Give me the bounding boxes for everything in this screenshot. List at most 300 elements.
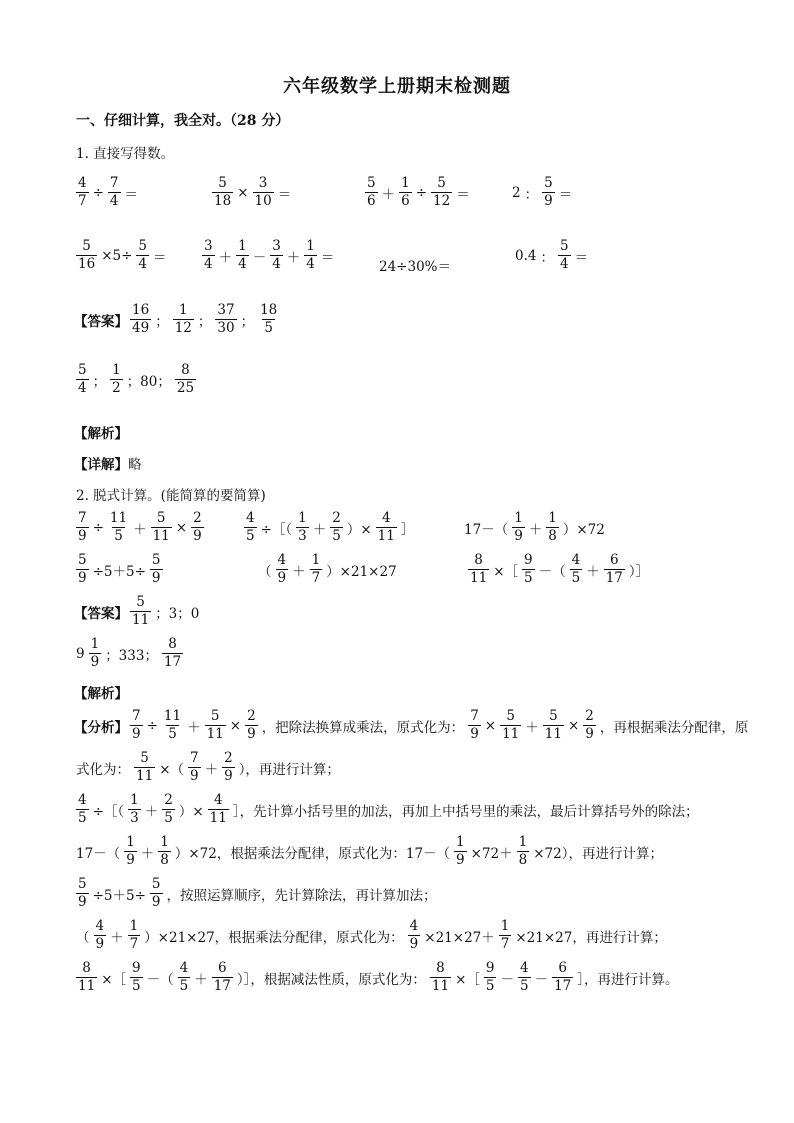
denominator: 9 — [544, 193, 553, 209]
q2-item-d — [74, 552, 165, 587]
numerator: 1 — [311, 552, 321, 568]
operator: ×72＋ — [470, 845, 513, 862]
denominator: 5 — [132, 978, 141, 994]
numerator: 6 — [558, 960, 567, 976]
fraction — [468, 708, 481, 743]
numerator: 5 — [506, 708, 515, 724]
numerator: 5 — [151, 876, 161, 892]
fraction — [205, 708, 226, 743]
operator: ］，先计算小括号里的加法，再加上中括号里的乘法，最后计算括号外的除法； — [232, 803, 699, 820]
numerator: 5 — [78, 362, 87, 378]
denominator: 9 — [277, 570, 287, 586]
denominator: 5 — [571, 570, 581, 586]
fraction — [215, 302, 236, 337]
denominator: 9 — [470, 726, 479, 742]
operator: ，把除法换算成乘法，原式化为： — [261, 719, 465, 736]
denominator: 9 — [193, 528, 202, 544]
detail-line — [74, 453, 142, 473]
denominator: 7 — [500, 936, 510, 952]
operator: －（ — [538, 563, 566, 580]
denominator: 49 — [132, 320, 150, 336]
fraction — [130, 960, 143, 995]
detail-label: 【详解】 — [74, 457, 128, 473]
denominator: 9 — [190, 768, 199, 784]
numerator: 1 — [178, 302, 188, 318]
operator: ×（ — [159, 761, 184, 778]
fraction — [244, 510, 257, 545]
denominator: 11 — [152, 528, 170, 544]
q2-answers-values — [128, 594, 201, 629]
math-text: 0.4 — [515, 247, 537, 264]
fraction — [212, 960, 233, 995]
denominator: 9 — [247, 726, 256, 742]
numerator: 2 — [164, 792, 173, 808]
denominator: 4 — [109, 193, 119, 209]
denominator: 5 — [519, 978, 529, 994]
numerator: 7 — [109, 175, 119, 191]
operator: ÷ — [92, 184, 104, 201]
numerator: 8 — [168, 636, 177, 652]
fraction — [543, 708, 564, 743]
fraction — [110, 362, 123, 397]
math-text: 9 — [76, 645, 85, 662]
fraction — [253, 175, 274, 210]
operator: － — [252, 249, 267, 266]
operator: ）］，根据减法性质，原式化为： — [236, 971, 426, 988]
q2-item-a — [74, 510, 206, 545]
numerator: 7 — [190, 750, 199, 766]
numerator: 2 — [224, 750, 233, 766]
operator: ，再根据乘法分配律，原 — [599, 719, 749, 736]
denominator: 7 — [78, 193, 87, 209]
question-1-title: 1. 直接写得数。 — [76, 146, 175, 162]
analysis-line-3 — [74, 792, 701, 827]
operator: ÷［（ — [260, 521, 293, 538]
fraction — [136, 238, 149, 273]
operator: ×［ — [493, 563, 518, 580]
denominator: 25 — [176, 380, 195, 396]
numerator: 5 — [156, 510, 166, 526]
analysis-line-4 — [74, 834, 665, 869]
operator: ，按照运算顺序，先计算除法，再计算加法； — [166, 887, 437, 904]
fraction — [330, 510, 343, 545]
denominator: 4 — [272, 256, 281, 272]
fraction — [134, 750, 155, 785]
q1-item-g — [377, 255, 453, 275]
numerator: 4 — [78, 792, 87, 808]
q1-item-d — [510, 175, 574, 210]
denominator: 4 — [559, 256, 569, 272]
question-2-title: 2. 脱式计算。(能简算的要简算) — [76, 488, 266, 504]
operator: ＋ — [528, 521, 543, 538]
denominator: 4 — [306, 256, 315, 272]
operator: ； — [155, 313, 169, 330]
operator: ； — [197, 313, 212, 330]
operator: ×72），再进行计算； — [533, 845, 663, 862]
operator: ）×72，根据乘法分配律，原式化为：17－（ — [174, 845, 451, 862]
fraction — [570, 552, 583, 587]
operator: ＝ — [124, 186, 138, 203]
denominator: 4 — [238, 256, 247, 272]
numerator: 6 — [217, 960, 227, 976]
numerator: 3 — [204, 238, 213, 254]
math-text: 17－（ — [76, 845, 121, 862]
numerator: 1 — [518, 834, 528, 850]
fraction — [542, 175, 555, 210]
operator: ）×21×27 — [326, 563, 397, 580]
math-text: 24÷30%＝ — [379, 259, 451, 275]
analysis-label: 【解析】 — [74, 426, 128, 442]
fraction — [158, 834, 171, 869]
numerator: 5 — [210, 708, 220, 724]
numerator: 2 — [247, 708, 256, 724]
numerator: 1 — [126, 834, 135, 850]
numerator: 1 — [129, 918, 139, 934]
fraction — [76, 175, 89, 210]
numerator: 1 — [298, 510, 307, 526]
denominator: 9 — [224, 768, 233, 784]
denominator: 5 — [179, 978, 189, 994]
math-text: 式化为： — [76, 761, 130, 778]
numerator: 5 — [78, 876, 87, 892]
operator: × — [567, 717, 580, 734]
operator: ＝ — [277, 186, 292, 203]
fraction — [128, 918, 141, 953]
numerator: 1 — [90, 636, 100, 652]
operator: ×［ — [101, 971, 126, 988]
denominator: 18 — [214, 193, 232, 209]
numerator: 4 — [409, 918, 419, 934]
operator: ＋ — [292, 563, 306, 580]
operator: ＋ — [218, 249, 233, 266]
math-text: （ — [258, 563, 272, 580]
fraction — [94, 918, 107, 953]
operator: － — [534, 971, 549, 988]
numerator: 5 — [549, 708, 558, 724]
denominator: 4 — [138, 256, 147, 272]
operator: ＋ — [381, 186, 396, 203]
denominator: 17 — [213, 978, 231, 994]
fraction — [604, 552, 625, 587]
operator: ÷5＋5÷ — [92, 887, 146, 904]
section-heading: 一、仔细计算，我全对。（28 分） — [76, 113, 290, 129]
fraction — [500, 708, 521, 743]
analysis-line-6 — [74, 918, 669, 953]
operator: ；3；0 — [155, 605, 200, 622]
fraction — [408, 918, 421, 953]
numerator: 1 — [112, 362, 121, 378]
numerator: 1 — [130, 792, 139, 808]
fraction — [76, 960, 97, 995]
numerator: 9 — [485, 960, 495, 976]
operator: × — [237, 184, 249, 201]
operator: ＋ — [194, 971, 208, 988]
numerator: 1 — [548, 510, 557, 526]
denominator: 11 — [502, 726, 520, 742]
fraction — [546, 510, 559, 545]
numerator: 7 — [78, 510, 87, 526]
operator: × — [229, 717, 242, 734]
denominator: 17 — [163, 654, 182, 670]
q2-item-f — [466, 552, 651, 587]
numerator: 5 — [138, 238, 147, 254]
numerator: 2 — [332, 510, 341, 526]
denominator: 9 — [95, 936, 105, 952]
numerator: 5 — [218, 175, 227, 191]
numerator: 4 — [95, 918, 105, 934]
denominator: 9 — [78, 570, 87, 586]
denominator: 9 — [132, 726, 141, 742]
denominator: 11 — [209, 810, 227, 826]
fraction — [130, 302, 151, 337]
numerator: 7 — [470, 708, 479, 724]
operator: － — [500, 971, 514, 988]
denominator: 11 — [136, 768, 154, 784]
fraction — [89, 636, 102, 671]
fraction — [276, 552, 289, 587]
denominator: 11 — [431, 978, 450, 994]
fraction — [236, 238, 249, 273]
numerator: 37 — [217, 302, 235, 318]
operator: ×21×27，再进行计算； — [515, 929, 667, 946]
denominator: 12 — [174, 320, 192, 336]
denominator: 6 — [401, 193, 410, 209]
numerator: 1 — [456, 834, 465, 850]
denominator: 11 — [377, 528, 395, 544]
operator: ÷［（ — [92, 803, 125, 820]
operator: ： — [524, 186, 539, 203]
fraction — [130, 594, 151, 629]
numerator: 1 — [306, 238, 315, 254]
operator: ×5÷ — [101, 247, 133, 264]
q1-answers-values — [128, 302, 281, 337]
denominator: 3 — [130, 810, 139, 826]
denominator: 11 — [132, 612, 150, 628]
fraction — [517, 834, 530, 869]
operator: ＋ — [133, 521, 147, 538]
denominator: 17 — [605, 570, 623, 586]
numerator: 4 — [179, 960, 189, 976]
analysis-line-1-body — [128, 708, 750, 743]
operator: ＝ — [574, 249, 589, 266]
q1-item-c — [363, 175, 472, 210]
denominator: 4 — [204, 256, 213, 272]
operator: ），再进行计算； — [238, 761, 340, 778]
numerator: 11 — [163, 708, 182, 724]
detail-text: 略 — [128, 457, 142, 473]
denominator: 16 — [78, 256, 96, 272]
denominator: 12 — [433, 193, 451, 209]
fraction — [258, 302, 279, 337]
numerator: 8 — [181, 362, 190, 378]
q2-item-e — [256, 552, 399, 587]
math-text: 2 — [512, 184, 521, 201]
numerator: 1 — [160, 834, 169, 850]
fraction — [108, 175, 121, 210]
denominator: 10 — [254, 193, 272, 209]
numerator: 5 — [437, 175, 446, 191]
q1-item-f — [200, 238, 336, 273]
q1-item-h — [513, 238, 590, 273]
denominator: 8 — [548, 528, 557, 544]
operator: ］，再进行计算。 — [577, 971, 679, 988]
denominator: 11 — [206, 726, 224, 742]
fraction — [76, 876, 89, 911]
numerator: 5 — [559, 238, 569, 254]
fraction — [150, 552, 163, 587]
numerator: 4 — [571, 552, 581, 568]
denominator: 11 — [78, 978, 96, 994]
operator: ；333； — [105, 647, 158, 664]
denominator: 5 — [264, 320, 273, 336]
page-title: 六年级数学上册期末检测题 — [283, 76, 511, 97]
denominator: 9 — [151, 894, 161, 910]
numerator: 5 — [367, 175, 376, 191]
denominator: 5 — [114, 528, 123, 544]
denominator: 9 — [514, 528, 523, 544]
operator: ＋ — [312, 521, 327, 538]
fraction — [270, 238, 283, 273]
denominator: 8 — [518, 852, 528, 868]
fraction — [173, 302, 194, 337]
fraction — [552, 960, 573, 995]
q1-item-e — [74, 238, 169, 273]
operator: ＝ — [456, 186, 470, 203]
fraction — [431, 175, 452, 210]
denominator: 2 — [112, 380, 121, 396]
denominator: 7 — [129, 936, 139, 952]
denominator: 11 — [470, 570, 488, 586]
denominator: 5 — [168, 726, 177, 742]
fraction — [162, 708, 183, 743]
fraction — [558, 238, 571, 273]
fraction — [162, 636, 183, 671]
numerator: 4 — [381, 510, 391, 526]
operator: ＋ — [286, 249, 301, 266]
fraction — [518, 960, 531, 995]
math-text: （ — [76, 929, 90, 946]
fraction — [76, 552, 89, 587]
fraction — [151, 510, 172, 545]
q1-item-a — [74, 175, 140, 210]
denominator: 9 — [90, 654, 100, 670]
denominator: 5 — [164, 810, 173, 826]
numerator: 6 — [609, 552, 619, 568]
denominator: 9 — [78, 894, 87, 910]
operator: ＝ — [558, 186, 573, 203]
operator: ＋ — [525, 719, 539, 736]
numerator: 5 — [78, 552, 87, 568]
fraction — [376, 510, 397, 545]
q1-item-b — [210, 175, 293, 210]
denominator: 7 — [311, 570, 321, 586]
fraction — [128, 792, 141, 827]
fraction — [162, 792, 175, 827]
numerator: 8 — [436, 960, 445, 976]
analysis-label-2: 【解析】 — [74, 686, 128, 702]
fraction — [130, 708, 143, 743]
fraction — [76, 510, 89, 545]
operator: × — [175, 519, 188, 536]
denominator: 5 — [246, 528, 255, 544]
operator: －（ — [146, 971, 174, 988]
fenxi-label: 【分析】 — [74, 719, 128, 736]
q1-answers-row2 — [74, 362, 198, 397]
operator: ；80； — [126, 373, 171, 390]
operator: ＋ — [110, 929, 124, 946]
numerator: 9 — [132, 960, 141, 976]
fraction — [304, 238, 317, 273]
denominator: 9 — [151, 570, 161, 586]
denominator: 9 — [585, 726, 594, 742]
fraction — [468, 552, 489, 587]
fraction — [208, 792, 229, 827]
denominator: 6 — [367, 193, 376, 209]
numerator: 3 — [272, 238, 281, 254]
fraction — [310, 552, 323, 587]
operator: ÷5＋5÷ — [92, 563, 146, 580]
numerator: 4 — [213, 792, 223, 808]
operator: ）× — [346, 521, 372, 538]
analysis-line-5 — [74, 876, 439, 911]
fraction — [76, 238, 97, 273]
operator: ＋ — [144, 803, 159, 820]
numerator: 11 — [109, 510, 128, 526]
fraction — [175, 362, 196, 397]
q2-item-b — [242, 510, 416, 545]
fraction — [76, 792, 89, 827]
fraction — [499, 918, 512, 953]
fraction — [296, 510, 309, 545]
operator: ； — [240, 313, 255, 330]
fraction — [399, 175, 412, 210]
operator: ）×21×27，根据乘法分配律，原式化为： — [144, 929, 404, 946]
fraction — [178, 960, 191, 995]
fraction — [522, 552, 535, 587]
operator: ： — [540, 249, 554, 266]
answer-label: 【答案】 — [74, 313, 128, 330]
numerator: 3 — [258, 175, 268, 191]
numerator: 4 — [277, 552, 287, 568]
fraction — [76, 362, 89, 397]
analysis-line-1 — [74, 708, 750, 743]
numerator: 4 — [519, 960, 529, 976]
denominator: 9 — [409, 936, 419, 952]
operator: ＝ — [153, 249, 167, 266]
fraction — [191, 510, 204, 545]
fraction — [108, 510, 129, 545]
operator: ）］ — [628, 563, 650, 580]
numerator: 5 — [544, 175, 553, 191]
operator: ×21×27＋ — [424, 929, 495, 946]
operator: × — [484, 717, 497, 734]
denominator: 9 — [78, 528, 87, 544]
fraction — [124, 834, 137, 869]
denominator: 5 — [332, 528, 341, 544]
operator: ＋ — [204, 761, 219, 778]
numerator: 8 — [474, 552, 483, 568]
numerator: 4 — [246, 510, 255, 526]
fraction — [430, 960, 451, 995]
operator: ÷ — [415, 184, 427, 201]
denominator: 11 — [544, 726, 562, 742]
answer-label-2: 【答案】 — [74, 605, 128, 622]
operator: ； — [92, 373, 107, 390]
math-text: 17－（ — [464, 521, 509, 538]
numerator: 8 — [82, 960, 91, 976]
fraction — [454, 834, 467, 869]
q2-answers-row1 — [74, 594, 201, 629]
